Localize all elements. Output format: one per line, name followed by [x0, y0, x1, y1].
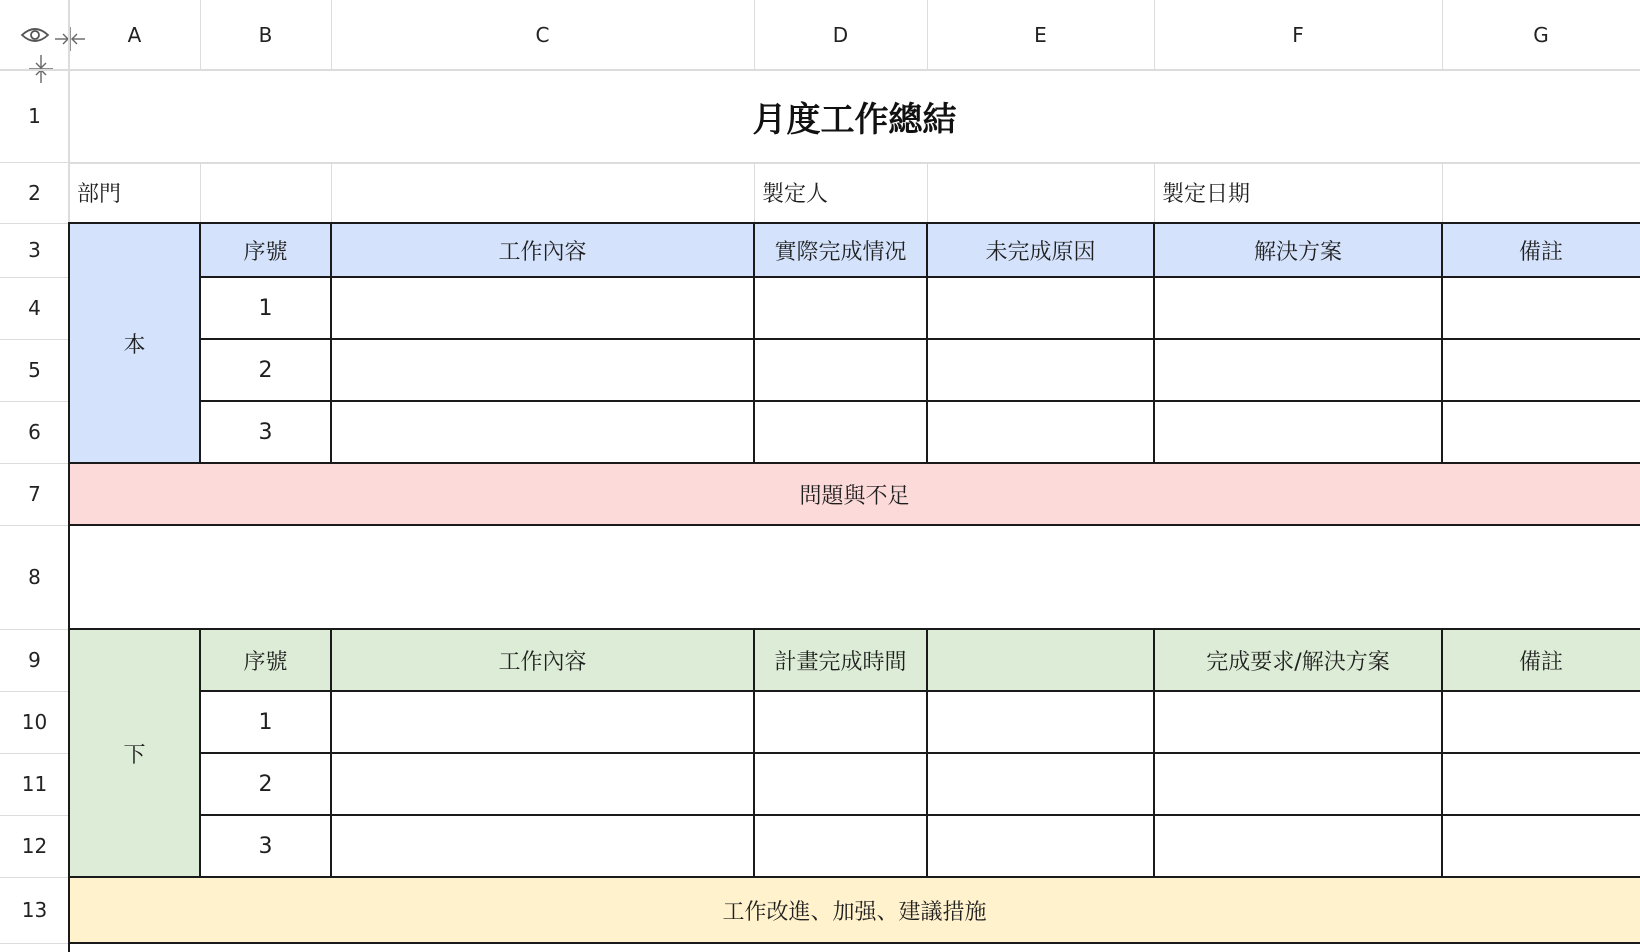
column-letter: C — [535, 23, 550, 47]
header-divider-v — [754, 0, 755, 70]
header-divider-v — [927, 0, 928, 70]
row-number: 5 — [28, 358, 41, 382]
this-month-header-solution[interactable] — [1154, 223, 1442, 277]
header-divider-v — [1154, 0, 1155, 70]
row-header-sep — [0, 753, 69, 754]
header-remark-label: 備註 — [1518, 649, 1563, 675]
eye-icon[interactable] — [20, 24, 50, 46]
table-border-h — [68, 462, 1640, 464]
table-border-v — [330, 222, 332, 464]
row-header-8[interactable] — [0, 525, 69, 629]
info-row-divider — [331, 162, 332, 223]
table-border-h — [68, 524, 1640, 526]
row-header-9[interactable] — [0, 629, 69, 691]
table-border-v — [330, 628, 332, 878]
info-row-divider — [1154, 162, 1155, 223]
header-seq-label: 序號 — [243, 239, 288, 265]
next-month-seq-cell[interactable] — [200, 753, 331, 815]
header-solution-label: 解決方案 — [1253, 239, 1342, 265]
column-header-f[interactable] — [1154, 0, 1442, 70]
row-header-5[interactable] — [0, 339, 69, 401]
table-border-h — [200, 338, 1640, 340]
header-plan-time-label: 計畫完成時間 — [774, 649, 907, 675]
header-divider-v — [331, 0, 332, 70]
table-border-v — [753, 628, 755, 878]
row-header-3[interactable] — [0, 223, 69, 277]
this-month-seq-cell[interactable] — [200, 401, 331, 463]
table-border-h — [200, 276, 1640, 278]
seq-number: 1 — [258, 295, 273, 321]
row-header-sep — [0, 339, 69, 340]
header-divider-v — [1442, 0, 1443, 70]
header-remark-label: 備註 — [1518, 239, 1563, 265]
row-number: 11 — [21, 772, 48, 796]
info-row-divider — [927, 162, 928, 223]
row-number: 6 — [28, 420, 41, 444]
next-month-seq-cell[interactable] — [200, 815, 331, 877]
title-row-bottom — [69, 162, 1640, 164]
this-month-side-label: 本 — [123, 332, 146, 358]
seq-number: 2 — [258, 357, 273, 383]
header-divider-v — [200, 0, 201, 70]
title-cell[interactable] — [69, 70, 1640, 162]
problems-band[interactable] — [69, 463, 1640, 525]
header-reason-label: 未完成原因 — [985, 239, 1096, 265]
this-month-header-actual[interactable] — [754, 223, 927, 277]
row-header-13[interactable] — [0, 877, 69, 943]
row-header-10[interactable] — [0, 691, 69, 753]
next-month-header-requirement[interactable] — [1154, 629, 1442, 691]
improvements-label: 工作改進、加强、建議措施 — [722, 899, 987, 925]
next-month-header-plan-time[interactable] — [754, 629, 927, 691]
table-border-v — [753, 222, 755, 464]
seq-number: 1 — [258, 709, 273, 735]
this-month-header-reason[interactable] — [927, 223, 1154, 277]
next-month-side-cell[interactable] — [69, 629, 200, 877]
next-month-header-content[interactable] — [331, 629, 754, 691]
column-header-c[interactable] — [331, 0, 754, 70]
table-border-v — [1441, 222, 1443, 464]
table-border-v — [1153, 222, 1155, 464]
table-border-h — [200, 690, 1640, 692]
column-letter: E — [1034, 23, 1047, 47]
row-header-sep — [0, 629, 69, 630]
row-header-2[interactable] — [0, 162, 69, 223]
table-border-h — [200, 400, 1640, 402]
seq-number: 2 — [258, 771, 273, 797]
this-month-header-seq[interactable] — [200, 223, 331, 277]
row-number: 10 — [21, 710, 48, 734]
dept-label-cell[interactable] — [69, 162, 200, 223]
problems-label: 問題與不足 — [799, 483, 910, 509]
column-header-g[interactable] — [1442, 0, 1640, 70]
dept-label: 部門 — [77, 182, 122, 207]
date-label: 製定日期 — [1162, 182, 1251, 207]
row-header-sep — [0, 162, 69, 163]
table-border-h — [68, 222, 1640, 224]
row-header-sep — [0, 525, 69, 526]
header-seq-label: 序號 — [243, 649, 288, 675]
next-month-header-empty[interactable] — [927, 629, 1154, 691]
column-letter: D — [832, 23, 849, 47]
table-border-v — [926, 628, 928, 878]
table-border-v — [926, 222, 928, 464]
sheet-title: 月度工作總結 — [752, 99, 957, 140]
row-number: 12 — [21, 834, 48, 858]
column-letter: A — [127, 23, 142, 47]
this-month-seq-cell[interactable] — [200, 339, 331, 401]
row-header-divider — [68, 0, 70, 223]
next-month-side-label: 下 — [123, 742, 146, 768]
maker-label: 製定人 — [762, 182, 829, 207]
info-row-divider — [1442, 162, 1443, 223]
row-header-sep — [0, 277, 69, 278]
table-border-h — [68, 628, 1640, 630]
header-divider-h — [0, 69, 1640, 71]
column-letter: F — [1292, 23, 1304, 47]
row-number: 9 — [28, 648, 41, 672]
row-header-12[interactable] — [0, 815, 69, 877]
column-header-e[interactable] — [927, 0, 1154, 70]
row-header-sep — [0, 691, 69, 692]
table-border-h — [200, 814, 1640, 816]
table-border-v — [1441, 628, 1443, 878]
row-header-sep — [0, 815, 69, 816]
seq-number: 3 — [258, 419, 273, 445]
row-header-4[interactable] — [0, 277, 69, 339]
row-number: 3 — [28, 238, 41, 262]
row-header-11[interactable] — [0, 753, 69, 815]
row-header-7[interactable] — [0, 463, 69, 525]
row-header-sep — [0, 401, 69, 402]
next-month-header-seq[interactable] — [200, 629, 331, 691]
table-border-v — [68, 222, 70, 952]
header-content-label: 工作內容 — [498, 649, 587, 675]
column-header-d[interactable] — [754, 0, 927, 70]
row-number: 8 — [28, 565, 41, 589]
this-month-side-cell[interactable] — [69, 223, 200, 463]
next-month-seq-cell[interactable] — [200, 691, 331, 753]
column-letter: B — [258, 23, 273, 47]
header-actual-label: 實際完成情况 — [774, 239, 907, 265]
table-border-h — [200, 752, 1640, 754]
row-header-sep — [0, 223, 69, 224]
row-number: 2 — [28, 180, 41, 205]
date-label-cell[interactable] — [1154, 162, 1442, 223]
freeze-columns-icon[interactable] — [54, 26, 86, 52]
table-border-v — [199, 628, 201, 878]
row-number: 13 — [21, 898, 48, 922]
improvements-band[interactable] — [69, 877, 1640, 943]
seq-number: 3 — [258, 833, 273, 859]
row-header-sep — [0, 877, 69, 878]
next-month-header-remark[interactable] — [1442, 629, 1640, 691]
table-border-v — [1153, 628, 1155, 878]
header-content-label: 工作內容 — [498, 239, 587, 265]
row-number: 7 — [28, 482, 41, 506]
row-number: 4 — [28, 296, 41, 320]
row-number: 1 — [28, 104, 41, 128]
header-requirement-label: 完成要求/解決方案 — [1206, 649, 1390, 675]
this-month-header-remark[interactable] — [1442, 223, 1640, 277]
row-header-sep — [0, 463, 69, 464]
column-header-b[interactable] — [200, 0, 331, 70]
row-header-6[interactable] — [0, 401, 69, 463]
this-month-header-content[interactable] — [331, 223, 754, 277]
column-letter: G — [1533, 23, 1549, 47]
table-border-h — [68, 876, 1640, 878]
this-month-seq-cell[interactable] — [200, 277, 331, 339]
table-border-h — [68, 942, 1640, 944]
info-row-divider — [754, 162, 755, 223]
info-row-divider — [200, 162, 201, 223]
column-header-a[interactable] — [69, 0, 200, 70]
table-border-v — [199, 222, 201, 464]
maker-label-cell[interactable] — [754, 162, 927, 223]
